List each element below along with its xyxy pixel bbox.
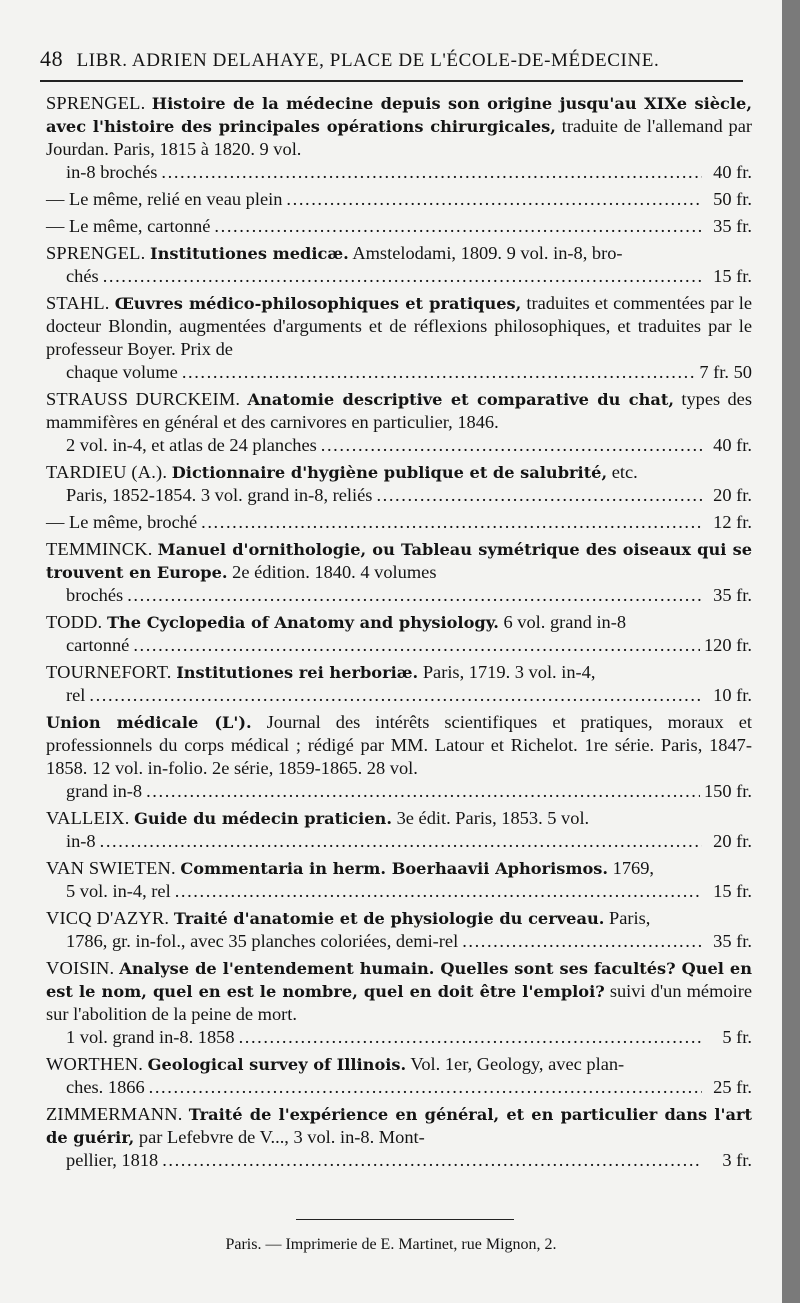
leader-dots [149,1076,702,1099]
entry-text [46,957,752,1026]
entry-text [46,611,752,634]
entry-price-line [46,634,752,657]
catalog-entry [46,388,752,457]
catalog-entry [46,242,752,288]
leader-dots [103,265,702,288]
entry-author: TEMMINCK. [46,539,153,559]
entry-description: suivi d'un mémoire sur l'abolition de la peine de mort. [46,981,752,1024]
entry-text [46,461,752,484]
entry-price: 10 fr. [713,685,752,705]
leader-dots [462,930,702,953]
entry-format: pellier, 1818 [66,1150,159,1170]
entry-format: Paris, 1852-1854. 3 vol. grand in-8, reliés [66,485,373,505]
catalog-entry [46,907,752,953]
running-head: LIBR. ADRIEN DELAHAYE, PLACE DE L'ÉCOLE-DE-MÉDECINE. [76,50,660,71]
entry-price-line [46,484,752,507]
leader-dots [175,880,702,903]
entry-format: 2 vol. in-4, et atlas de 24 planches [66,435,317,455]
entry-format: chaque volume [66,362,178,382]
entry-format: 1786, gr. in-fol., avec 35 planches coloriées, demi-rel [66,931,459,951]
entry-author: TOURNEFORT. [46,662,172,682]
entry-description: 2e édition. 1840. 4 volumes [232,562,437,582]
entry-format: — Le même, relié en veau plein [46,189,283,209]
entry-title: Institutiones medicæ. [150,244,349,263]
entry-text [46,661,752,684]
entry-author: STAHL. [46,293,110,313]
entry-price-line [46,930,752,953]
entry-price-line [46,265,752,288]
leader-dots [89,684,702,707]
entry-price-line [46,1026,752,1049]
entry-author: VOISIN. [46,958,115,978]
leader-dots [321,434,702,457]
entry-price: 7 fr. 50 [699,362,752,382]
entry-title: Institutiones rei herboriæ. [176,663,419,682]
leader-dots [239,1026,702,1049]
entry-description: Paris, 1719. 3 vol. in-4, [422,662,596,682]
leader-dots [214,215,702,238]
catalog-entry [46,711,752,803]
entry-format: 1 vol. grand in-8. 1858 [66,1027,235,1047]
entry-price-line [46,1076,752,1099]
entry-description: traduites et commentées par le docteur Blondin, augmentées d'arguments et de réflexions philosophiques, et traduites par le professeur Boyer. Prix de [46,293,752,359]
entry-text [46,538,752,584]
entry-text [46,1103,752,1149]
entry-price-line [46,880,752,903]
leader-dots [133,634,700,657]
entry-description: Amstelodami, 1809. 9 vol. in-8, bro- [352,243,623,263]
entry-author: TODD. [46,612,103,632]
entry-price-line [46,1149,752,1172]
entry-price-line [46,161,752,184]
entry-text [46,388,752,434]
entry-description: etc. [611,462,638,482]
entry-title: Guide du médecin praticien. [134,809,392,828]
entry-title: Manuel d'ornithologie, ou Tableau symétrique des oiseaux qui se trouvent en Europe. [46,540,752,582]
entry-author: VAN SWIETEN. [46,858,176,878]
footer-rule [296,1219,514,1220]
entry-text [46,92,752,161]
entry-format: 5 vol. in-4, rel [66,881,171,901]
entry-price-line [46,215,752,238]
entry-format: — Le même, broché [46,512,198,532]
entry-text [46,242,752,265]
entry-price-line [46,780,752,803]
entry-price: 50 fr. [713,189,752,209]
entry-title: Dictionnaire d'hygiène publique et de salubrité, [171,463,608,482]
header-rule [40,80,743,82]
entry-price-line [46,361,752,384]
entry-description: 1769, [612,858,655,878]
entry-text [46,857,752,880]
entry-price: 120 fr. [703,635,752,655]
entry-format: in-8 brochés [66,162,158,182]
entry-author: SPRENGEL. [46,243,146,263]
catalog-entry [46,957,752,1049]
entry-description: Vol. 1er, Geology, avec plan- [410,1054,625,1074]
entry-author: SPRENGEL. [46,93,146,113]
entry-title: Union médicale (L'). [46,713,252,732]
entry-price: 35 fr. [713,931,752,951]
leader-dots [127,584,702,607]
entry-format: brochés [66,585,124,605]
catalog-entry [46,461,752,507]
entry-title: Geological survey of Illinois. [147,1055,407,1074]
entry-price: 15 fr. [713,266,752,286]
catalog-entry [46,1053,752,1099]
entry-price: 20 fr. [713,485,752,505]
entry-price: 15 fr. [713,881,752,901]
entry-format: in-8 [66,831,96,851]
leader-dots [182,361,696,384]
catalog-entry [46,538,752,607]
entry-description: par Lefebvre de V..., 3 vol. in-8. Mont- [138,1127,425,1147]
catalog-entry [46,857,752,903]
entry-text [46,292,752,361]
entry-price: 40 fr. [713,162,752,182]
leader-dots [376,484,702,507]
entry-title: Commentaria in herm. Boerhaavii Aphorismos. [180,859,609,878]
entry-text [46,711,752,780]
entry-format: — Le même, cartonné [46,216,211,236]
entry-text [46,907,752,930]
entry-author: ZIMMERMANN. [46,1104,183,1124]
entry-price: 12 fr. [713,512,752,532]
entry-price: 5 fr. [722,1027,752,1047]
entry-price: 35 fr. [713,585,752,605]
catalog-entry [46,611,752,657]
entry-price: 25 fr. [713,1077,752,1097]
entry-format: grand in-8 [66,781,143,801]
catalog-entry [46,92,752,184]
entry-price-line [46,511,752,534]
page-number: 48 [40,46,64,71]
entry-title: Histoire de la médecine depuis son origine jusqu'au XIXe siècle, avec l'histoire des principales opérations chirurgicales, [46,94,752,136]
catalog-entry [46,1103,752,1172]
entry-price: 3 fr. [722,1150,752,1170]
entry-description: traduite de l'allemand par Jourdan. Paris, 1815 à 1820. 9 vol. [46,116,752,159]
leader-dots [100,830,702,853]
catalog-entry [46,807,752,853]
entry-text [46,807,752,830]
leader-dots [162,1149,702,1172]
entry-price-line [46,684,752,707]
entry-price-line [46,188,752,211]
entry-description: Paris, [608,908,651,928]
entry-format: cartonné [66,635,130,655]
leader-dots [161,161,702,184]
entry-format: rel [66,685,86,705]
entry-text [46,1053,752,1076]
entry-price: 40 fr. [713,435,752,455]
entry-format: ches. 1866 [66,1077,145,1097]
catalog-sub-entry [46,215,752,238]
entry-author: VICQ D'AZYR. [46,908,170,928]
leader-dots [146,780,700,803]
entry-price-line [46,584,752,607]
running-header [40,46,740,72]
catalog-entries [46,92,752,1176]
entry-author: VALLEIX. [46,808,130,828]
entry-description: 6 vol. grand in-8 [503,612,627,632]
entry-price-line [46,434,752,457]
leader-dots [286,188,702,211]
entry-price: 150 fr. [703,781,752,801]
entry-price-line [46,830,752,853]
entry-title: Traité d'anatomie et de physiologie du cerveau. [173,909,605,928]
entry-author: STRAUSS DURCKEIM. [46,389,241,409]
entry-title: The Cyclopedia of Anatomy and physiology. [106,613,499,632]
entry-price: 35 fr. [713,216,752,236]
entry-title: Œuvres médico-philosophiques et pratiques, [114,294,522,313]
entry-price: 20 fr. [713,831,752,851]
entry-author: WORTHEN. [46,1054,144,1074]
entry-title: Traité de l'expérience en général, et en particulier dans l'art de guérir, [46,1105,752,1147]
catalog-entry [46,661,752,707]
leader-dots [201,511,702,534]
entry-format: chés [66,266,99,286]
entry-description: 3e édit. Paris, 1853. 5 vol. [396,808,590,828]
entry-author: TARDIEU (A.). [46,462,168,482]
catalog-entry [46,292,752,384]
catalog-sub-entry [46,511,752,534]
printer-imprint: Paris. — Imprimerie de E. Martinet, rue Mignon, 2. [225,1236,557,1253]
entry-description: types des mammifères en général et des carnivores en particulier, 1846. [46,389,752,432]
entry-title: Analyse de l'entendement humain. Quelles sont ses facultés? Quel en est le nom, quel en est le nombre, quel en doit être l'emploi? [46,959,752,1001]
entry-title: Anatomie descriptive et comparative du chat, [247,390,674,409]
catalog-sub-entry [46,188,752,211]
entry-description: Journal des intérêts scientifiques et pratiques, moraux et professionnels du corps médical ; rédigé par MM. Latour et Richelot. 1re série. Paris, 1847-1858. 12 vol. in-folio. 2e série, 1859-1865. 28 vol. [46,712,753,778]
